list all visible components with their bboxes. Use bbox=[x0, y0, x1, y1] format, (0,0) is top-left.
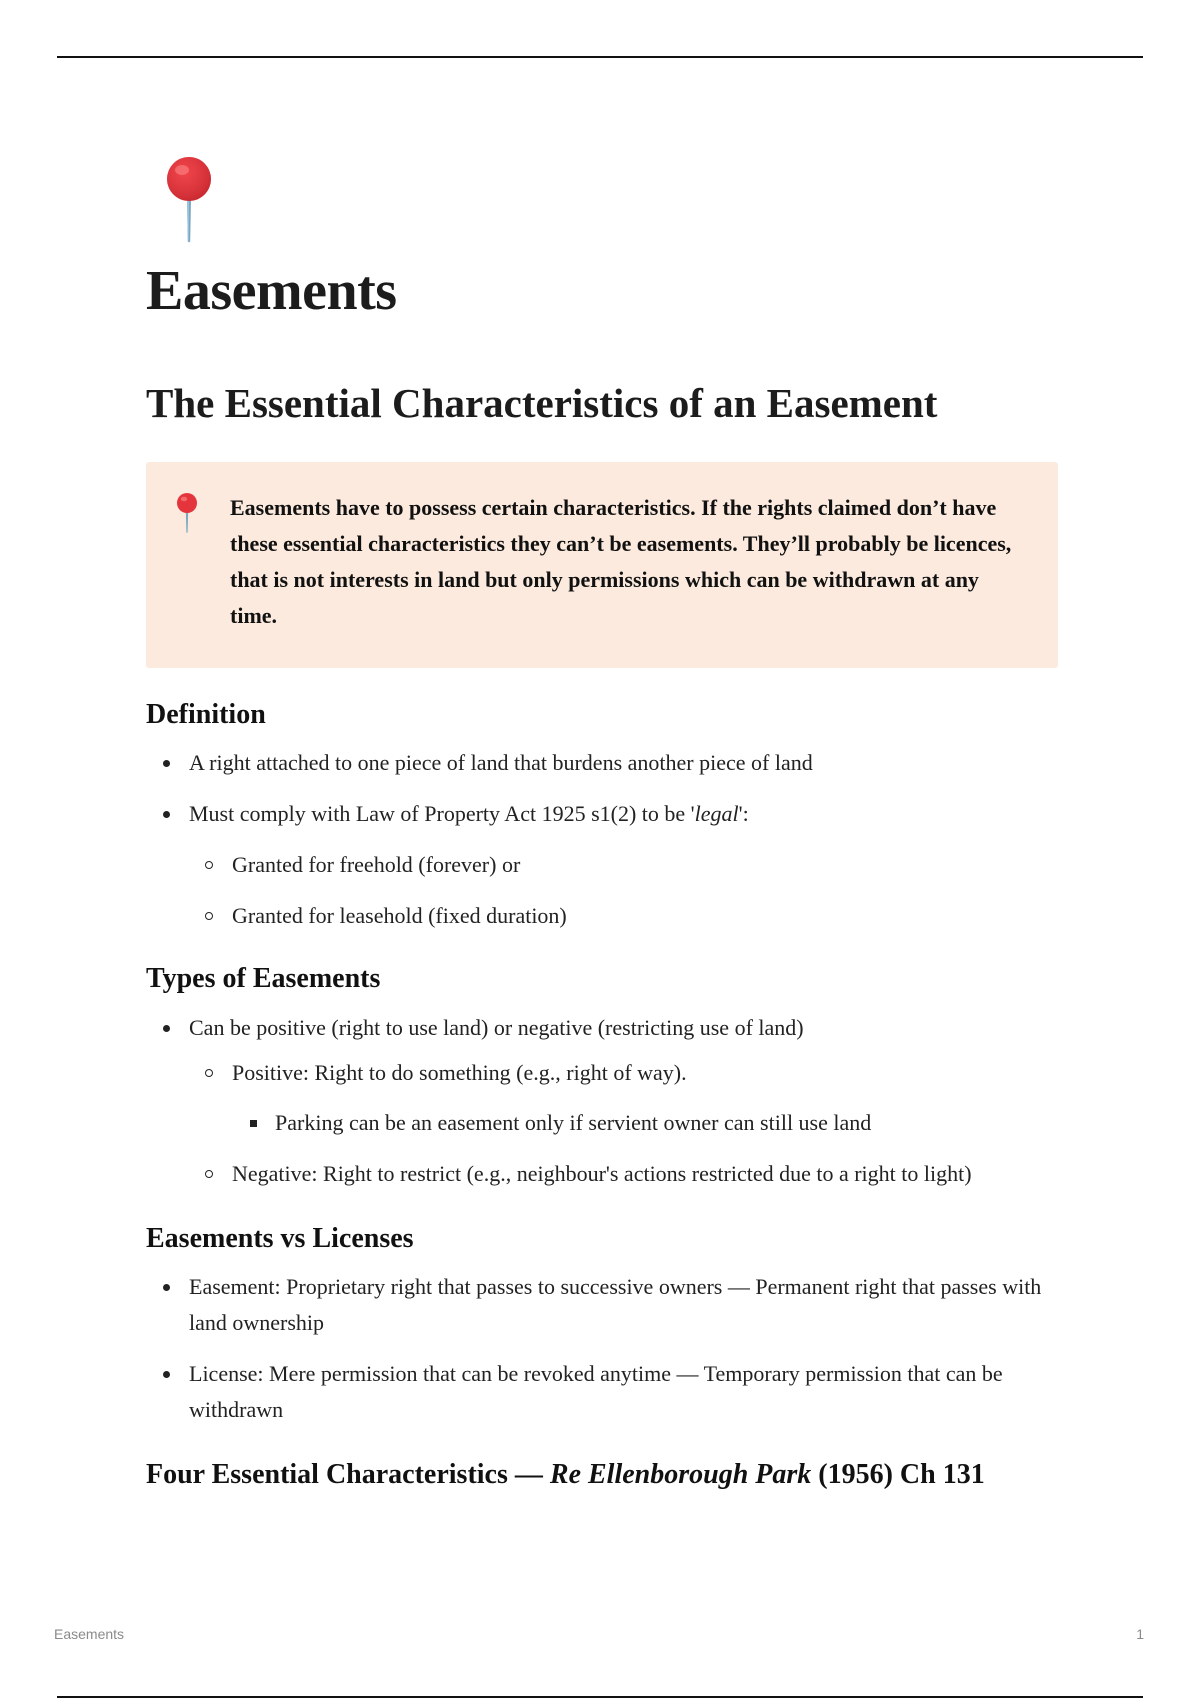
list-item: A right attached to one piece of land that burdens another piece of land bbox=[146, 745, 1058, 781]
list-item bbox=[146, 1010, 1058, 1192]
heading-types: Types of Easements bbox=[146, 963, 381, 995]
list-item: Negative: Right to restrict (e.g., neighbour's actions restricted due to a right to light) bbox=[189, 1156, 1058, 1192]
round-pushpin-icon bbox=[156, 155, 226, 245]
list-item-text: Can be positive (right to use land) or negative (restricting use of land) bbox=[189, 1014, 804, 1040]
heading-definition: Definition bbox=[146, 698, 266, 730]
definition-sublist bbox=[189, 847, 1058, 934]
list-item: Easement: Proprietary right that passes to successive owners — Permanent right that passes with land ownership bbox=[146, 1269, 1058, 1341]
case-citation: (1956) Ch 131 bbox=[811, 1459, 985, 1491]
types-subsublist bbox=[232, 1105, 1058, 1141]
callout-box bbox=[146, 462, 1058, 668]
page-title: Easements bbox=[146, 260, 397, 322]
list-item: License: Mere permission that can be revoked anytime — Temporary permission that can be withdrawn bbox=[146, 1356, 1058, 1428]
heading-prefix: Four Essential Characteristics — bbox=[146, 1459, 550, 1491]
types-sublist bbox=[189, 1055, 1058, 1192]
definition-list bbox=[146, 745, 1058, 934]
list-item: Granted for freehold (forever) or bbox=[189, 847, 1058, 883]
vs-list bbox=[146, 1269, 1058, 1428]
footer-page-number: 1 bbox=[1136, 1626, 1144, 1642]
callout-text: Easements have to possess certain characteristics. If the rights claimed don’t have these essential characteristics they can’t be easements. They’ll probably be licences, that is not interests in land but only permissions which can be withdrawn at any time. bbox=[230, 494, 1012, 628]
types-list bbox=[146, 1010, 1058, 1192]
list-item: Granted for leasehold (fixed duration) bbox=[189, 898, 1058, 934]
list-item bbox=[146, 796, 1058, 934]
page-content bbox=[146, 155, 1058, 1492]
footer-doc-title: Easements bbox=[54, 1626, 125, 1642]
list-item-text: Positive: Right to do something (e.g., right of way). bbox=[232, 1059, 687, 1085]
section-title: The Essential Characteristics of an Easement bbox=[146, 379, 938, 426]
round-pushpin-icon bbox=[172, 492, 208, 539]
list-item bbox=[189, 1055, 1058, 1141]
case-name: Re Ellenborough Park bbox=[549, 1459, 812, 1491]
list-item-italic: legal bbox=[694, 801, 739, 827]
list-item-text: Must comply with Law of Property Act 1925 s1(2) to be ' bbox=[189, 801, 695, 827]
top-rule bbox=[57, 56, 1143, 58]
list-item: Parking can be an easement only if servient owner can still use land bbox=[232, 1105, 1058, 1141]
bottom-rule bbox=[57, 1696, 1143, 1698]
heading-four-characteristics bbox=[146, 1458, 1058, 1492]
heading-easements-vs-licenses: Easements vs Licenses bbox=[146, 1222, 414, 1254]
list-item-text: ': bbox=[738, 801, 749, 827]
